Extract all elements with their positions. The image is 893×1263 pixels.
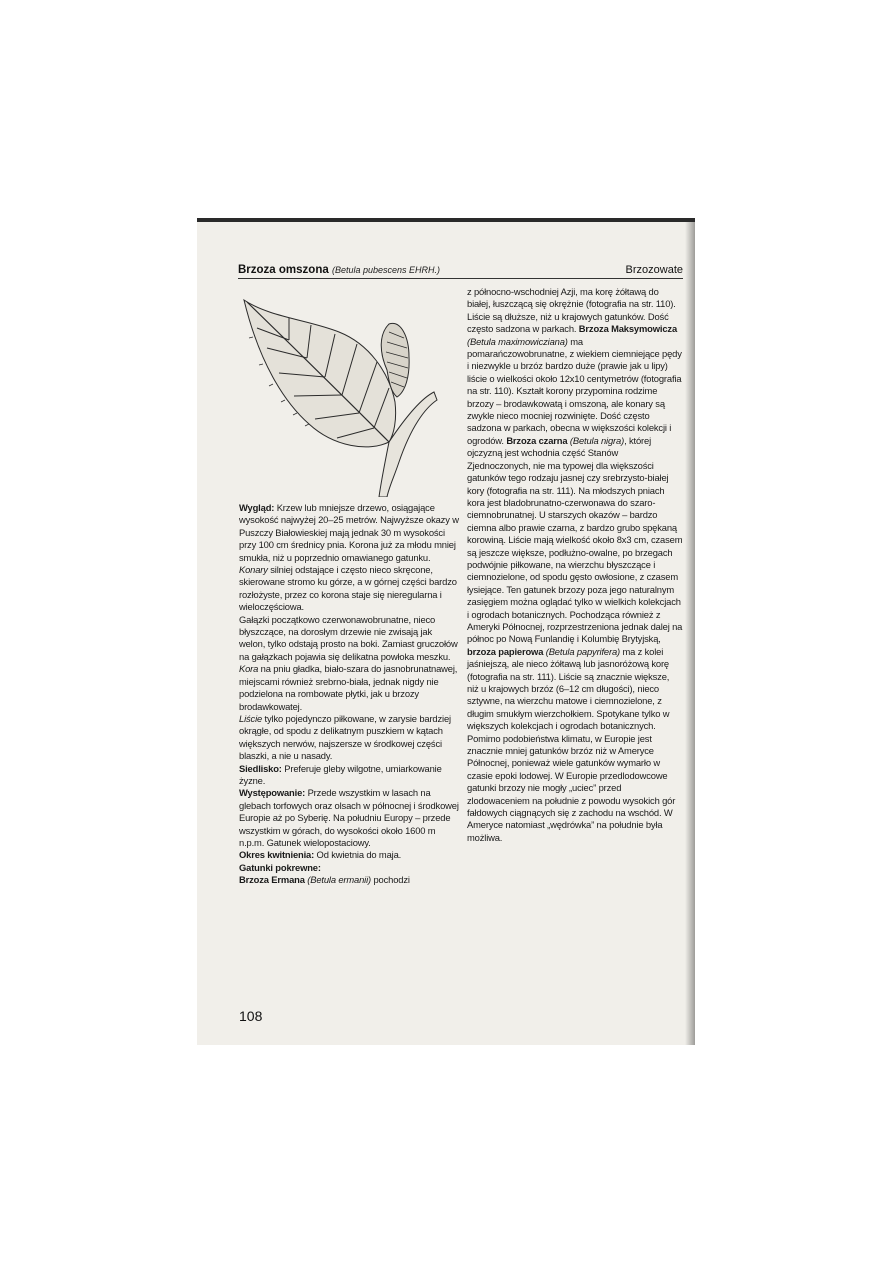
scan-edge-shadow <box>685 222 695 1045</box>
species-name: Brzoza omszona <box>238 264 329 276</box>
paragraph-appearance: Wygląd: Krzew lub mniejsze drzewo, osiągające wysokość najwyżej 20–25 metrów. Najwyższe okazy w Puszczy Białowieskiej mają jednak 30 m wysokości przy 100 cm średnicy pnia. Korona już za młodu mniej smukła, niż u poprzednio omawianego gatunku. <box>239 502 459 563</box>
paragraph-related-heading: Gatunki pokrewne: <box>239 861 321 873</box>
paragraph-erman-birch: Brzoza Ermana (Betula ermanii) pochodzi <box>239 874 410 886</box>
page-number: 108 <box>239 1008 263 1024</box>
paragraph-distribution: Występowanie: Przede wszystkim w lasach na glebach torfowych oraz olsach w północnej i środkowej Europie aż po Syberię. Na południu Europy – przede wszystkim w górach, do wysokości około 1600 m n.p.m. Gatunek wielopostaciowy. <box>239 787 459 848</box>
left-text-column <box>239 502 459 887</box>
paragraph-habitat: Siedlisko: Preferuje gleby wilgotne, umiarkowanie żyzne. <box>239 762 442 786</box>
paragraph-related-continued: z północno-wschodniej Azji, ma korę żółtawą do białej, łuszczącą się okrężnie (fotografia na str. 110). Liście są dłuższe, niż u krajowych gatunków. Dość często sadzona w parkach. Brzoza Maksymowicza (Betula maximowicziana) ma pomarańczowobrunatne, z wiekiem ciemniejące pędy i niezwykle u brzóz bardzo duże (prawie jak u lipy) liście o wielkości około 12x10 centymetrów (fotografia na str. 110). Kształt korony przypomina rodzime brzozy – brodawkowatą i omszoną, ale konary są zwykle nieco mocniej rozwinięte. Dość często sadzona w parkach, obecna w większości kolekcji i ogrodów. Brzoza czarna (Betula nigra), której ojczyzną jest wchodnia część Stanów Zjednoczonych, nie ma typowej dla większości gatunków tego rodzaju jasnej czy srebrzysto-białej kory (fotografia na str. 111). Na młodszych pniach kora jest bladobrunatno-czerwonawa do szaro-ciemnobrunatnej. U starszych okazów – bardzo ciemna albo prawie czarna, z bardzo grubo spękaną korowiną. Liście mają wielkość około 8x3 cm, czasem są jeszcze większe, podłużno-owalne, po brzegach podwójnie piłkowane, na wierzchu błyszczące i ciemnozielone, od spodu gęsto owłosione, z czasem łysiejące. Ten gatunek brzozy poza jego naturalnym zasięgiem można oglądać tylko w wielkich kolekcjach i ogrodach botanicznych. Pochodząca również z Ameryki Północnej, rozprzestrzeniona jednak dalej na północ po Nową Funlandię i Kolumbię Brytyjską, brzoza papierowa (Betula papyrifera) ma z kolei jaśniejszą, ale nieco żółtawą lub jasnoróżową korę (fotografia na str. 111). Liście są znacznie większe, niż u krajowych brzóz (6–12 cm długości), nieco sztywne, na wierzchu matowe i ciemnozielone, z długim smukłym wierzchołkiem. Spotykane tylko w większych kolekcjach i ogrodach botanicznych. Pomimo podobieństwa klimatu, w Europie jest znacznie mniej gatunków brzóz niż w Ameryce Północnej, ponieważ wiele gatunków wymarło w czasie epoki lodowej. W Europie przedlodowcowe gatunki brzozy nie mogły „uciec” przed zlodowaceniem na południe z powodu wysokich gór fałdowych ciągnących się z zachodu na wschód. W Ameryce natomiast „wędrówka” na południe była możliwa. <box>467 286 683 843</box>
paragraph-flowering: Okres kwitnienia: Od kwietnia do maja. <box>239 849 402 861</box>
paragraph-branches: Konary silniej odstające i często nieco skręcone, skierowane stromo ku górze, a w górnej części bardzo rozłożyste, przez co korona staje się nieregularna i wieloczęściowa. <box>239 564 457 613</box>
paragraph-bark: Kora na pniu gładka, biało-szara do jasnobrunatnawej, miejscami również srebrno-biała, jednak nigdy nie podzielona na rombowate płytki, jak u brzozy brodawkowatej. <box>239 663 458 712</box>
family-name: Brzozowate <box>625 264 683 276</box>
running-header <box>238 262 683 279</box>
species-latin-name: (Betula pubescens EHRH.) <box>331 265 441 275</box>
scanned-page <box>197 218 695 1045</box>
paragraph-twigs: Gałązki początkowo czerwonawobrunatne, nieco błyszczące, na dorosłym drzewie nie zwisają jak welon, tylko odstają prosto na boki. Zamiast gruczołów na gałązkach pojawia się delikatna powłoka meszku. <box>239 613 458 662</box>
birch-leaf-illustration <box>239 292 439 497</box>
page-title <box>238 264 440 276</box>
paragraph-leaves: Liście tylko pojedynczo piłkowane, w zarysie bardziej okrągłe, od spodu z delikatnym puszkiem w kątach większych nerwów, najszersze w środkowej części blaszki, a nie u nasady. <box>239 712 451 762</box>
right-text-column <box>467 286 683 844</box>
